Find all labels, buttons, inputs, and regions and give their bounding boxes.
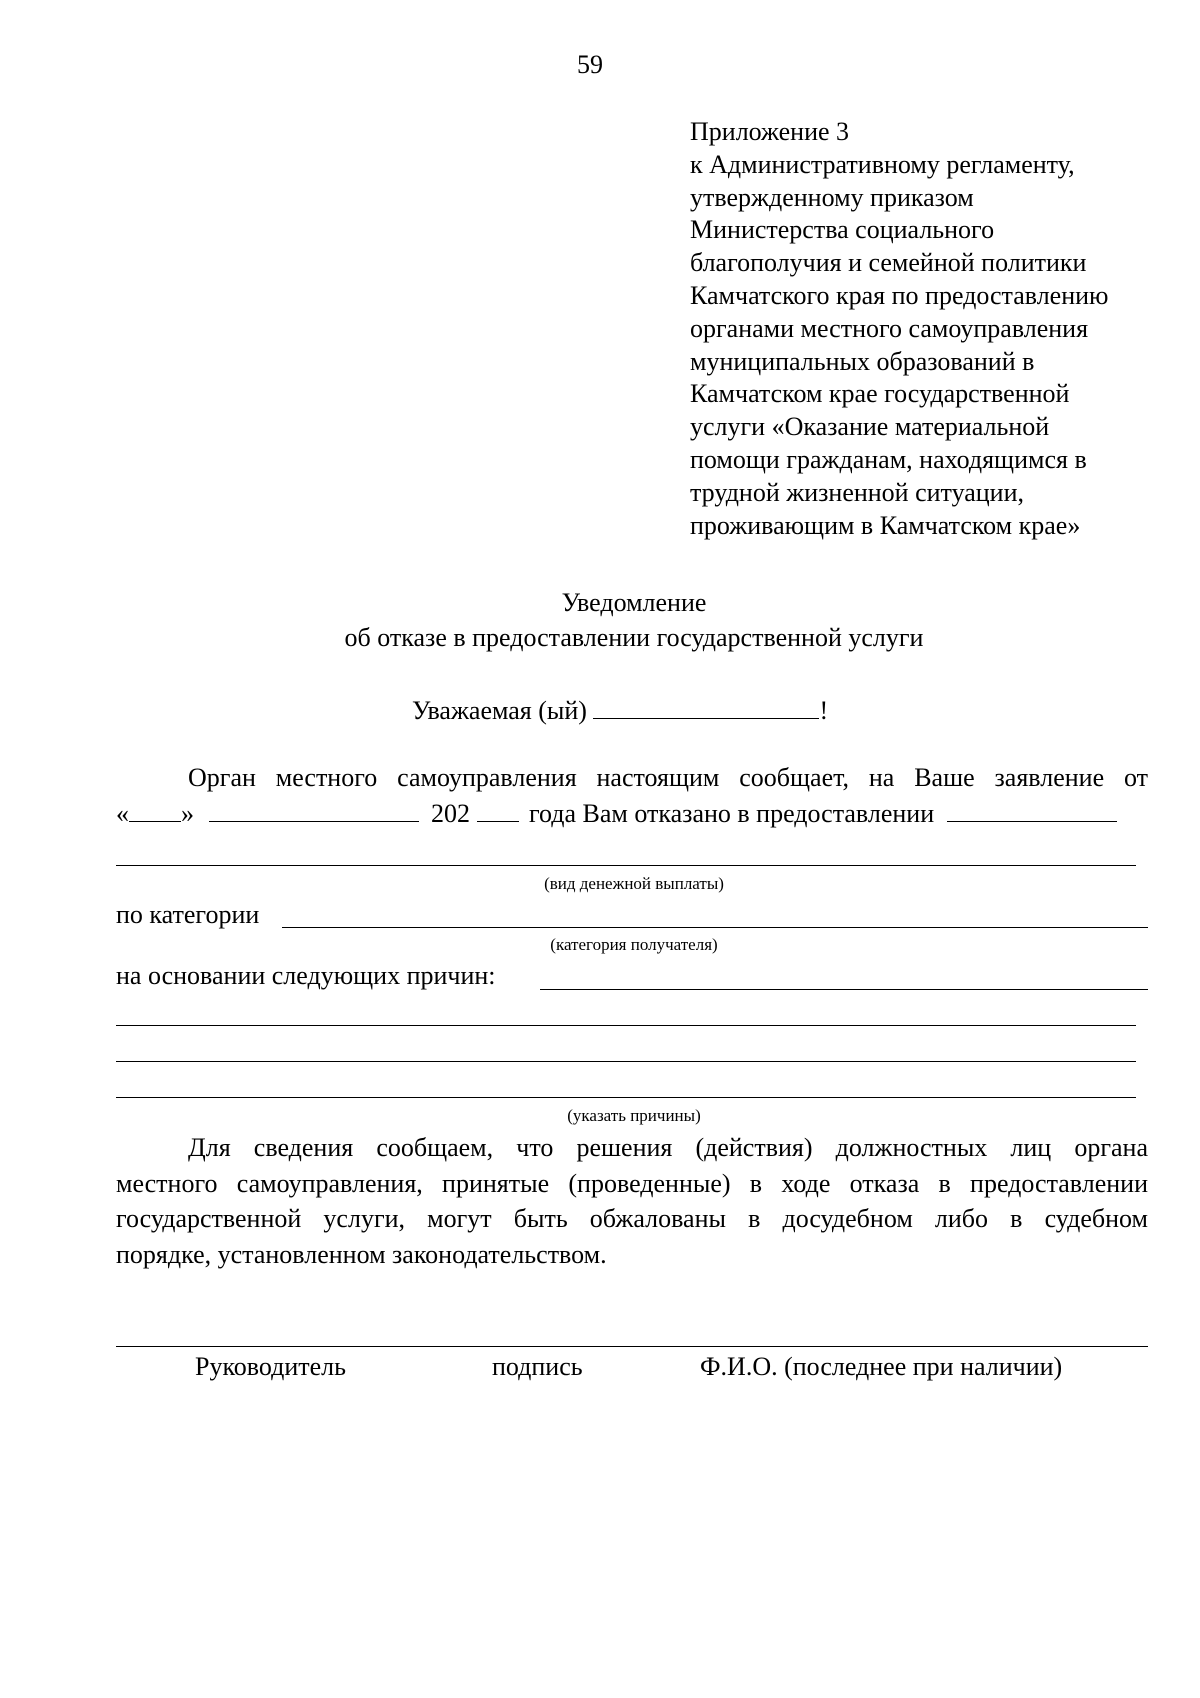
signature-line[interactable] xyxy=(116,1346,1148,1347)
appendix-line: услуги «Оказание материальной xyxy=(690,412,1050,442)
date-month-field[interactable] xyxy=(209,797,419,822)
document-subtitle: об отказе в предоставлении государственной услуги xyxy=(344,623,924,652)
body-para1-line1: Орган местного самоуправления настоящим сообщает, на Ваше заявление от xyxy=(188,763,1148,792)
info-line: Для сведения сообщаем, что решения (действия) должностных лиц органа xyxy=(188,1133,1148,1162)
addressee-name-field[interactable] xyxy=(593,694,819,719)
appendix-line: благополучия и семейной политики xyxy=(690,248,1087,278)
info-line: государственной услуги, могут быть обжалованы в досудебном либо в судебном xyxy=(116,1204,1148,1233)
page-number: 59 xyxy=(577,50,603,79)
caption-payment-type: (вид денежной выплаты) xyxy=(544,874,724,893)
full-name-label: Ф.И.О. (последнее при наличии) xyxy=(700,1352,1063,1381)
date-day-field[interactable] xyxy=(129,797,181,822)
info-paragraph xyxy=(116,1130,1148,1272)
caption-reasons: (указать причины) xyxy=(567,1106,701,1125)
recipient-category-line[interactable] xyxy=(282,927,1148,928)
head-label: Руководитель xyxy=(195,1352,346,1381)
reasons-line-3[interactable] xyxy=(116,1061,1136,1062)
greeting-prefix: Уважаемая (ый) xyxy=(412,696,587,725)
refusal-subject-field[interactable] xyxy=(947,797,1117,822)
appendix-line: Приложение 3 xyxy=(690,117,850,146)
appendix-line: утвержденному приказом xyxy=(690,182,974,212)
category-row xyxy=(116,899,259,931)
refusal-text: года Вам отказано в предоставлении xyxy=(529,799,935,828)
category-label: по категории xyxy=(116,900,260,929)
appendix-line: проживающим в Камчатском крае» xyxy=(690,510,1081,540)
document-title: Уведомление xyxy=(561,588,707,617)
body-line-2 xyxy=(116,797,1148,830)
greeting-suffix: ! xyxy=(819,696,829,725)
info-line: порядке, установленном законодательством. xyxy=(116,1239,607,1269)
date-close-quote: » xyxy=(181,799,194,828)
reasons-label: на основании следующих причин: xyxy=(116,961,496,990)
reasons-row xyxy=(116,960,496,992)
appendix-line: трудной жизненной ситуации, xyxy=(690,477,1025,507)
appendix-line: Камчатском крае государственной xyxy=(690,379,1070,409)
year-prefix: 202 xyxy=(431,799,470,828)
appendix-line: органами местного самоуправления xyxy=(690,313,1089,343)
appendix-line: муниципальных образований в xyxy=(690,346,1035,376)
signature-label: подпись xyxy=(492,1352,583,1381)
appendix-line: Министерства социального xyxy=(690,215,995,245)
reasons-line-1[interactable] xyxy=(540,989,1148,990)
payment-type-line[interactable] xyxy=(116,865,1136,866)
date-year-field[interactable] xyxy=(477,797,519,822)
greeting xyxy=(412,694,828,727)
appendix-line: к Административному регламенту, xyxy=(690,149,1075,179)
date-open-quote: « xyxy=(116,799,129,828)
reasons-line-2[interactable] xyxy=(116,1025,1136,1026)
reasons-line-4[interactable] xyxy=(116,1097,1136,1098)
appendix-line: Камчатского края по предоставлению xyxy=(690,280,1109,310)
appendix-block xyxy=(690,116,1108,542)
appendix-line: помощи гражданам, находящимся в xyxy=(690,444,1087,474)
caption-recipient-category: (категория получателя) xyxy=(550,935,718,954)
body-line-1 xyxy=(116,762,1148,794)
info-line: местного самоуправления, принятые (проведенные) в ходе отказа в предоставлении xyxy=(116,1168,1148,1198)
